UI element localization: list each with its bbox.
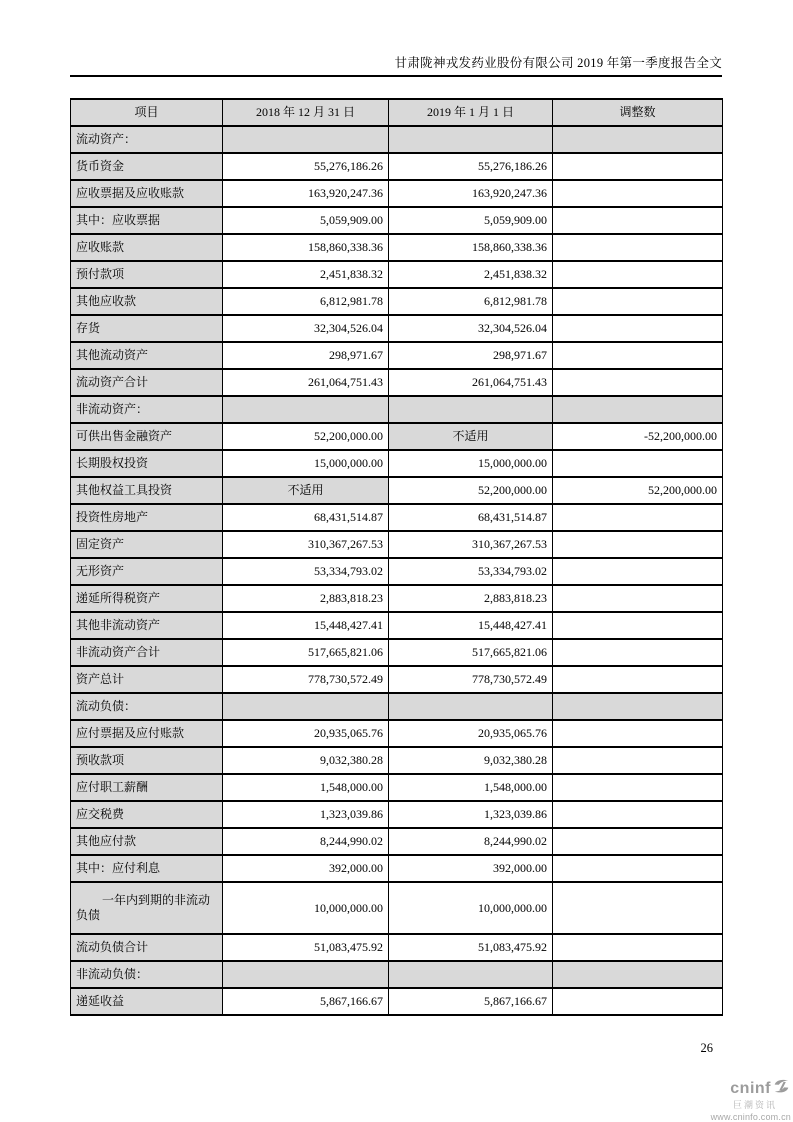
report-header-title: 甘肃陇神戎发药业股份有限公司 2019 年第一季度报告全文 bbox=[394, 56, 722, 70]
value-cell bbox=[553, 531, 723, 558]
table-row bbox=[71, 934, 723, 961]
value-cell: 163,920,247.36 bbox=[389, 180, 553, 207]
value-cell bbox=[553, 207, 723, 234]
table-row bbox=[71, 747, 723, 774]
value-cell bbox=[389, 396, 553, 423]
value-cell bbox=[553, 450, 723, 477]
value-cell bbox=[389, 126, 553, 153]
value-cell bbox=[553, 882, 723, 934]
balance-sheet-table bbox=[70, 98, 723, 1016]
section-row bbox=[71, 693, 723, 720]
item-label-cell: 其他流动资产 bbox=[71, 342, 223, 369]
item-label-cell: 应交税费 bbox=[71, 801, 223, 828]
value-cell: 15,448,427.41 bbox=[389, 612, 553, 639]
value-cell bbox=[553, 342, 723, 369]
table-row bbox=[71, 423, 723, 450]
table-row bbox=[71, 369, 723, 396]
table-row bbox=[71, 315, 723, 342]
item-label-cell: 递延收益 bbox=[71, 988, 223, 1015]
value-cell bbox=[553, 747, 723, 774]
table-row bbox=[71, 558, 723, 585]
section-row bbox=[71, 961, 723, 988]
item-label-cell: 流动负债合计 bbox=[71, 934, 223, 961]
value-cell: 2,883,818.23 bbox=[223, 585, 389, 612]
table-row bbox=[71, 666, 723, 693]
value-cell: 392,000.00 bbox=[223, 855, 389, 882]
value-cell: 2,451,838.32 bbox=[223, 261, 389, 288]
item-label-cell: 预收款项 bbox=[71, 747, 223, 774]
value-cell bbox=[389, 693, 553, 720]
value-cell bbox=[553, 693, 723, 720]
value-cell: 2,451,838.32 bbox=[389, 261, 553, 288]
value-cell bbox=[553, 666, 723, 693]
value-cell bbox=[223, 693, 389, 720]
item-label-cell: 预付款项 bbox=[71, 261, 223, 288]
value-cell: 10,000,000.00 bbox=[389, 882, 553, 934]
item-label-cell: 流动资产合计 bbox=[71, 369, 223, 396]
value-cell bbox=[553, 369, 723, 396]
value-cell bbox=[553, 288, 723, 315]
table-row bbox=[71, 288, 723, 315]
value-cell: 52,200,000.00 bbox=[553, 477, 723, 504]
item-label-cell: 一年内到期的非流动负债 bbox=[71, 882, 223, 934]
item-label-cell: 非流动负债： bbox=[71, 961, 223, 988]
value-cell: 8,244,990.02 bbox=[389, 828, 553, 855]
value-cell: 1,323,039.86 bbox=[389, 801, 553, 828]
value-cell: 310,367,267.53 bbox=[223, 531, 389, 558]
table-row bbox=[71, 477, 723, 504]
table-row bbox=[71, 774, 723, 801]
table-row bbox=[71, 855, 723, 882]
column-header-adjustment: 调整数 bbox=[553, 99, 723, 126]
value-cell bbox=[553, 720, 723, 747]
value-cell: 20,935,065.76 bbox=[223, 720, 389, 747]
value-cell: 158,860,338.36 bbox=[223, 234, 389, 261]
not-applicable-cell: 不适用 bbox=[223, 477, 389, 504]
value-cell: 20,935,065.76 bbox=[389, 720, 553, 747]
value-cell: 261,064,751.43 bbox=[223, 369, 389, 396]
value-cell: 5,867,166.67 bbox=[389, 988, 553, 1015]
value-cell: 10,000,000.00 bbox=[223, 882, 389, 934]
value-cell bbox=[553, 234, 723, 261]
section-row bbox=[71, 126, 723, 153]
value-cell bbox=[553, 396, 723, 423]
value-cell: 51,083,475.92 bbox=[389, 934, 553, 961]
value-cell bbox=[553, 315, 723, 342]
cninfo-logo bbox=[701, 1078, 791, 1122]
value-cell bbox=[223, 126, 389, 153]
value-cell bbox=[553, 934, 723, 961]
value-cell bbox=[553, 126, 723, 153]
page-number: 26 bbox=[700, 1041, 713, 1055]
value-cell: 1,548,000.00 bbox=[223, 774, 389, 801]
table-row bbox=[71, 207, 723, 234]
item-label-cell: 存货 bbox=[71, 315, 223, 342]
value-cell: 53,334,793.02 bbox=[389, 558, 553, 585]
item-label-cell: 无形资产 bbox=[71, 558, 223, 585]
value-cell bbox=[553, 612, 723, 639]
value-cell: 517,665,821.06 bbox=[223, 639, 389, 666]
section-row bbox=[71, 396, 723, 423]
value-cell: 1,323,039.86 bbox=[223, 801, 389, 828]
not-applicable-cell: 不适用 bbox=[389, 423, 553, 450]
value-cell bbox=[223, 961, 389, 988]
value-cell: 158,860,338.36 bbox=[389, 234, 553, 261]
value-cell: 5,867,166.67 bbox=[223, 988, 389, 1015]
item-label-cell: 递延所得税资产 bbox=[71, 585, 223, 612]
value-cell: 5,059,909.00 bbox=[223, 207, 389, 234]
value-cell: 163,920,247.36 bbox=[223, 180, 389, 207]
value-cell bbox=[553, 801, 723, 828]
item-label-cell: 其中：应收票据 bbox=[71, 207, 223, 234]
item-label-cell: 流动负债： bbox=[71, 693, 223, 720]
item-label-cell: 其他非流动资产 bbox=[71, 612, 223, 639]
value-cell bbox=[553, 988, 723, 1015]
value-cell: 52,200,000.00 bbox=[223, 423, 389, 450]
value-cell: 52,200,000.00 bbox=[389, 477, 553, 504]
table-row bbox=[71, 882, 723, 934]
value-cell bbox=[553, 261, 723, 288]
table-row bbox=[71, 988, 723, 1015]
cninfo-brand-text: cninf bbox=[730, 1080, 771, 1097]
value-cell: 55,276,186.26 bbox=[389, 153, 553, 180]
value-cell: 68,431,514.87 bbox=[223, 504, 389, 531]
value-cell: 15,448,427.41 bbox=[223, 612, 389, 639]
table-row bbox=[71, 639, 723, 666]
value-cell: 9,032,380.28 bbox=[223, 747, 389, 774]
item-label-cell: 其他应收款 bbox=[71, 288, 223, 315]
item-label-cell: 其他应付款 bbox=[71, 828, 223, 855]
header-divider bbox=[70, 75, 722, 77]
item-label-cell: 应收账款 bbox=[71, 234, 223, 261]
value-cell: 778,730,572.49 bbox=[389, 666, 553, 693]
cninfo-swirl-icon bbox=[772, 1078, 791, 1100]
value-cell: 2,883,818.23 bbox=[389, 585, 553, 612]
table-row bbox=[71, 828, 723, 855]
value-cell bbox=[553, 828, 723, 855]
value-cell: 68,431,514.87 bbox=[389, 504, 553, 531]
item-label-cell: 其他权益工具投资 bbox=[71, 477, 223, 504]
value-cell: 55,276,186.26 bbox=[223, 153, 389, 180]
cninfo-brand-row bbox=[730, 1078, 791, 1100]
item-label-cell: 固定资产 bbox=[71, 531, 223, 558]
value-cell bbox=[553, 180, 723, 207]
item-label-cell: 应收票据及应收账款 bbox=[71, 180, 223, 207]
value-cell: 310,367,267.53 bbox=[389, 531, 553, 558]
item-label-cell: 可供出售金融资产 bbox=[71, 423, 223, 450]
cninfo-url: www.cninfo.com.cn bbox=[710, 1112, 791, 1122]
table-row bbox=[71, 234, 723, 261]
value-cell: 32,304,526.04 bbox=[223, 315, 389, 342]
table-row bbox=[71, 720, 723, 747]
value-cell: 8,244,990.02 bbox=[223, 828, 389, 855]
table-row bbox=[71, 153, 723, 180]
value-cell: 298,971.67 bbox=[223, 342, 389, 369]
item-label-cell: 非流动资产合计 bbox=[71, 639, 223, 666]
table-row bbox=[71, 261, 723, 288]
value-cell: 778,730,572.49 bbox=[223, 666, 389, 693]
value-cell: 9,032,380.28 bbox=[389, 747, 553, 774]
item-label-cell: 流动资产： bbox=[71, 126, 223, 153]
value-cell bbox=[553, 558, 723, 585]
column-header-2019-01-01: 2019 年 1 月 1 日 bbox=[389, 99, 553, 126]
item-label-cell: 投资性房地产 bbox=[71, 504, 223, 531]
value-cell bbox=[553, 639, 723, 666]
table-row bbox=[71, 585, 723, 612]
value-cell bbox=[553, 585, 723, 612]
value-cell: 15,000,000.00 bbox=[389, 450, 553, 477]
column-header-2018-12-31: 2018 年 12 月 31 日 bbox=[223, 99, 389, 126]
value-cell: -52,200,000.00 bbox=[553, 423, 723, 450]
table-header-row bbox=[71, 99, 723, 126]
table-row bbox=[71, 450, 723, 477]
value-cell: 51,083,475.92 bbox=[223, 934, 389, 961]
value-cell bbox=[553, 961, 723, 988]
value-cell: 392,000.00 bbox=[389, 855, 553, 882]
value-cell: 15,000,000.00 bbox=[223, 450, 389, 477]
item-label-cell: 货币资金 bbox=[71, 153, 223, 180]
item-label-cell: 应付职工薪酬 bbox=[71, 774, 223, 801]
value-cell: 6,812,981.78 bbox=[389, 288, 553, 315]
value-cell bbox=[553, 855, 723, 882]
value-cell: 517,665,821.06 bbox=[389, 639, 553, 666]
value-cell bbox=[389, 961, 553, 988]
item-label-cell: 非流动资产： bbox=[71, 396, 223, 423]
table-row bbox=[71, 801, 723, 828]
item-label-cell: 长期股权投资 bbox=[71, 450, 223, 477]
item-label-cell: 资产总计 bbox=[71, 666, 223, 693]
value-cell bbox=[223, 396, 389, 423]
value-cell: 6,812,981.78 bbox=[223, 288, 389, 315]
cninfo-name: 巨潮资讯 bbox=[732, 1100, 777, 1110]
table-row bbox=[71, 180, 723, 207]
value-cell: 298,971.67 bbox=[389, 342, 553, 369]
value-cell: 261,064,751.43 bbox=[389, 369, 553, 396]
value-cell: 1,548,000.00 bbox=[389, 774, 553, 801]
value-cell bbox=[553, 774, 723, 801]
value-cell: 5,059,909.00 bbox=[389, 207, 553, 234]
value-cell: 32,304,526.04 bbox=[389, 315, 553, 342]
value-cell: 53,334,793.02 bbox=[223, 558, 389, 585]
item-label-cell: 其中：应付利息 bbox=[71, 855, 223, 882]
item-label-cell: 应付票据及应付账款 bbox=[71, 720, 223, 747]
table-row bbox=[71, 504, 723, 531]
column-header-item: 项目 bbox=[71, 99, 223, 126]
table-row bbox=[71, 342, 723, 369]
table-row bbox=[71, 531, 723, 558]
value-cell bbox=[553, 504, 723, 531]
table-row bbox=[71, 612, 723, 639]
value-cell bbox=[553, 153, 723, 180]
